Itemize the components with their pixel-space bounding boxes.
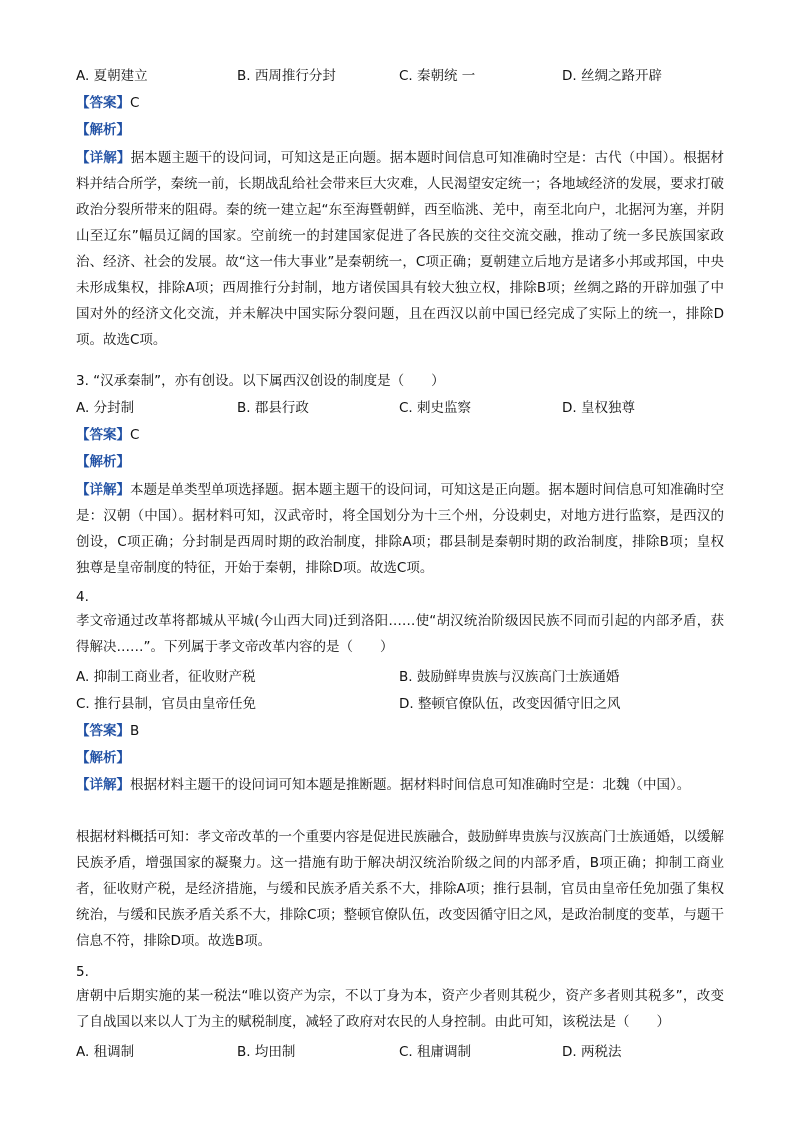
answer-value: C — [130, 95, 140, 111]
q3-answer-line — [76, 426, 139, 444]
q4-analysis-tag: 【解析】 — [76, 750, 130, 766]
q5-number: 5. — [76, 964, 89, 980]
q4-number: 4. — [76, 589, 89, 605]
q5-stem: 唐朝中后期实施的某一税法“唯以资产为宗，不以丁身为本，资产少者则其税少，资产多者则其税多”，改变了自战国以来以人丁为主的赋税制度，减轻了政府对农民的人身控制。由此可知，该税法是（ ） — [76, 988, 724, 1030]
prev-answer-line — [76, 94, 139, 112]
prev-analysis-tag: 【解析】 — [76, 122, 130, 138]
q5-options — [0, 1043, 795, 1061]
option-c: C. 秦朝统 一 — [399, 68, 476, 84]
detail-text: 本题是单类型单项选择题。据本题主题干的设问词，可知这是正向题。据本题时间信息可知准确时空是：汉朝（中国）。据材料可知，汉武帝时，将全国划分为十三个州，分设刺史，对地方进行监察，是西汉的创设，C项正确；分封制是西周时期的政治制度，排除A项；郡县制是秦朝时期的政治制度，排除B项；皇权独尊是皇帝制度的特征，开始于秦朝，排除D项。故选C项。 — [76, 482, 724, 576]
prev-detail — [76, 145, 724, 353]
option-a: A. 租调制 — [76, 1044, 135, 1060]
detail-tag: 【详解】 — [76, 482, 130, 498]
q4-detail-continued: 根据材料概括可知：孝文帝改革的一个重要内容是促进民族融合，鼓励鲜卑贵族与汉族高门士族通婚，以缓解民族矛盾，增强国家的凝聚力。这一措施有助于解决胡汉统治阶级之间的内部矛盾，B项正确；抑制工商业者，征收财产税，是经济措施，与缓和民族矛盾关系不大，排除A项；推行县制，官员由皇帝任免加强了集权统治，与缓和民族矛盾关系不大，排除C项；整顿官僚队伍，改变因循守旧之风，是政治制度的变革，与题干信息不符，排除D项。故选B项。 — [76, 829, 724, 949]
option-b: B. 均田制 — [237, 1044, 296, 1060]
option-a: A. 夏朝建立 — [76, 68, 148, 84]
q3-options — [0, 399, 795, 417]
q4-options-row2 — [0, 695, 795, 713]
q4-answer-line — [76, 722, 139, 740]
detail-tag: 【详解】 — [76, 777, 130, 793]
option-c: C. 推行县制，官员由皇帝任免 — [76, 696, 257, 712]
option-a: A. 分封制 — [76, 400, 135, 416]
q4-stem: 孝文帝通过改革将都城从平城(今山西大同)迁到洛阳……使“胡汉统治阶级因民族不同而引起的内部矛盾，获得解决……”。下列属于孝文帝改革内容的是（ ） — [76, 613, 724, 655]
option-b: B. 西周推行分封 — [237, 68, 336, 84]
answer-tag: 【答案】 — [76, 723, 130, 739]
answer-tag: 【答案】 — [76, 427, 130, 443]
answer-value: B — [130, 723, 140, 739]
detail-tag: 【详解】 — [76, 150, 131, 166]
prev-question-options — [0, 67, 795, 85]
option-c: C. 刺史监察 — [399, 400, 472, 416]
q3-detail — [76, 477, 724, 581]
q3-analysis-tag: 【解析】 — [76, 454, 130, 470]
detail-text: 据本题主题干的设问词，可知这是正向题。据本题时间信息可知准确时空是：古代（中国）。根据材料并结合所学，秦统一前，长期战乱给社会带来巨大灾难，人民渴望安定统一；各地域经济的发展，要求打破政治分裂所带来的阻碍。秦的统一建立起“东至海暨朝鲜，西至临洮、羌中，南至北向户，北据河为塞，并阴山至辽东”幅员辽阔的国家。空前统一的封建国家促进了各民族的交往交流交融，推动了统一多民族国家政治、经济、社会的发展。故“这一伟大事业”是秦朝统一，C项正确；夏朝建立后地方是诸多小邦或邦国，中央未形成集权，排除A项；西周推行分封制，地方诸侯国具有较大独立权，排除B项；丝绸之路的开辟加强了中国对外的经济文化交流，并未解决中国实际分裂问题，且在西汉以前中国已经完成了实际上的统一，排除D项。故选C项。 — [76, 150, 725, 348]
q3-stem: 3. “汉承秦制”，亦有创设。以下属西汉创设的制度是（ ） — [76, 373, 445, 389]
q4-detail — [76, 772, 724, 798]
option-d: D. 两税法 — [562, 1044, 622, 1060]
option-c: C. 租庸调制 — [399, 1044, 472, 1060]
option-d: D. 皇权独尊 — [562, 400, 635, 416]
answer-tag: 【答案】 — [76, 95, 130, 111]
option-d: D. 整顿官僚队伍，改变因循守旧之风 — [399, 696, 621, 712]
option-a: A. 抑制工商业者，征收财产税 — [76, 669, 256, 685]
option-b: B. 鼓励鲜卑贵族与汉族高门士族通婚 — [399, 669, 620, 685]
detail-text: 根据材料主题干的设问词可知本题是推断题。据材料时间信息可知准确时空是：北魏（中国）。 — [130, 777, 691, 793]
option-d: D. 丝绸之路开辟 — [562, 68, 662, 84]
answer-value: C — [130, 427, 140, 443]
option-b: B. 郡县行政 — [237, 400, 309, 416]
q4-options-row1 — [0, 668, 795, 686]
